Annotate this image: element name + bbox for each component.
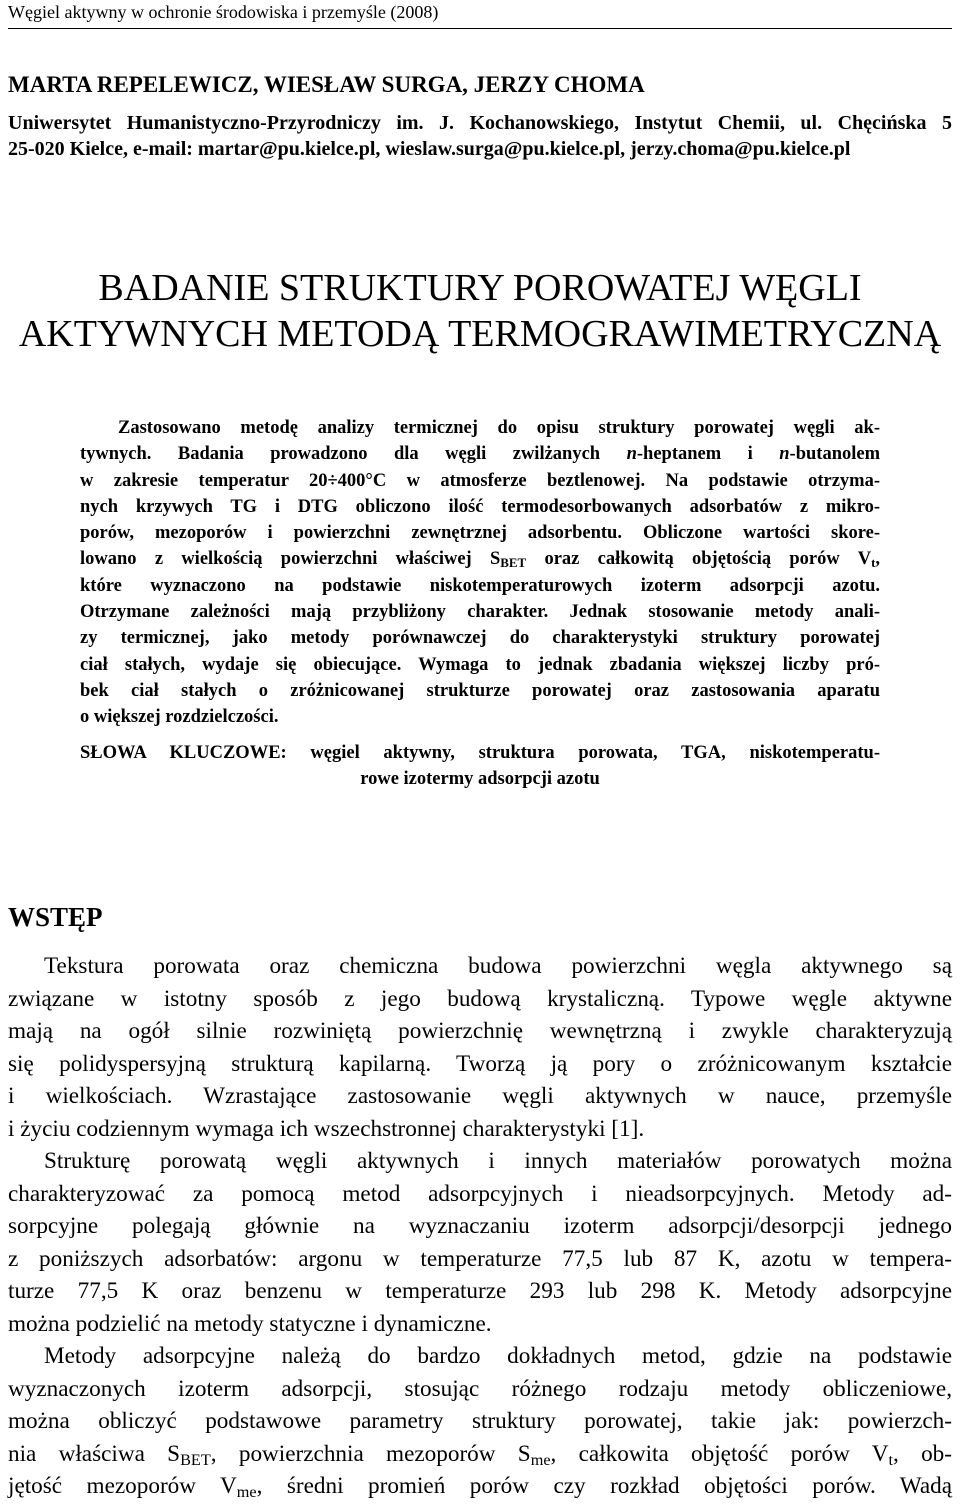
abstract-line: zy termicznej, jako metody porównawczej do charakterystyki struktury porowatej [80,628,880,649]
keywords [80,740,880,793]
paragraph-line: charakteryzować za pomocą metod adsorpcyjnych i nieadsorpcyjnych. Metody ad- [8,1180,952,1207]
abstract-line: które wyznaczono na podstawie niskotemperaturowych izoterm adsorpcji azotu. [80,575,880,596]
running-header: Węgiel aktywny w ochronie środowiska i przemyśle (2008) [8,2,439,22]
paragraph-line: z poniższych adsorbatów: argonu w temperaturze 77,5 lub 87 K, azotu w tempera- [8,1245,952,1272]
paragraph-line: i wielkościach. Wzrastające zastosowanie węgli aktywnych w nauce, przemyśle [8,1083,952,1109]
paragraph-line: Strukturę porowatą węgli aktywnych i innych materiałów porowatych można [44,1148,952,1174]
paragraph-line: Tekstura porowata oraz chemiczna budowa powierzchni węgla aktywnego są [44,953,952,979]
paragraph-line: sorpcyjne polegają głównie na wyznaczaniu izoterm adsorpcji/desorpcji jednego [8,1213,952,1239]
paragraph-line: jętość mezoporów $V_{me}$, średni promień porów czy rozkład objętości porów. Wadą [8,1473,953,1502]
paragraph-line: wyznaczonych izoterm adsorpcji, stosując różnego rodzaju metody obliczeniowe, [8,1375,952,1402]
abstract-line: nych krzywych TG i DTG obliczono ilość termodesorbowanych adsorbatów z mikro- [80,496,880,517]
paragraph-line: można obliczyć podstawowe parametry struktury porowatej, takie jak: powierzch- [8,1408,952,1434]
paragraph-line: się polidyspersyjną strukturą kapilarną. Tworzą ją pory o zróżnicowanym kształcie [8,1050,952,1077]
paragraph-line: turze 77,5 K oraz benzenu w temperaturze 293 lub 298 K. Metody adsorpcyjne [8,1278,952,1304]
paragraph-line: nia właściwa $S_{BET}$, powierzchnia mezoporów $S_{me}$, całkowita objętość porów $V_t$, ob- [8,1440,952,1469]
abstract-line: Otrzymane zależności mają przybliżony charakter. Jednak stosowanie metody anali- [80,602,880,623]
abstract-line: ciał stałych, wydaje się obiecujące. Wymaga to jednak zbadania większej liczby pró- [80,654,880,675]
title-line-2: AKTYWNYCH METODĄ TERMOGRAWIMETRYCZNĄ [18,313,942,355]
affiliation-line-1: Uniwersytet Humanistyczno-Przyrodniczy im. J. Kochanowskiego, Instytut Chemii, ul. Chęcińska 5 [8,112,952,134]
abstract-line: bek ciał stałych o zróżnicowanej strukturze porowatej oraz zastosowania aparatu [80,680,880,701]
abstract [80,415,880,731]
abstract-line: lowano z wielkością powierzchni właściwej $S_{BET}$ oraz całkowitą objętością porów $V_t$, [80,549,880,571]
abstract-line: w zakresie temperatur 20÷400°C w atmosferze beztlenowej. Na podstawie otrzyma- [80,470,880,491]
keywords-line-2: rowe izotermy adsorpcji azotu [360,769,600,790]
paragraph-line: i życiu codziennym wymaga ich wszechstronnej charakterystyki [1]. [8,1115,645,1142]
affiliation [8,110,952,162]
paragraph-line: można podzielić na metody statyczne i dynamiczne. [8,1310,492,1337]
keywords-line-1: SŁOWA KLUCZOWE: węgiel aktywny, struktura porowata, TGA, niskotemperatu- [80,743,880,763]
paragraph-line: związane w istotny sposób z jego budową krystaliczną. Typowe węgle aktywne [8,985,952,1012]
paragraph-line: mają na ogół silnie rozwiniętą powierzchnię wewnętrzną i zwykle charakteryzują [8,1018,952,1044]
authors: MARTA REPELEWICZ, WIESŁAW SURGA, JERZY CHOMA [8,72,645,97]
abstract-line: Zastosowano metodę analizy termicznej do opisu struktury porowatej węgli ak- [118,418,880,438]
affiliation-line-2: 25-020 Kielce, e-mail: martar@pu.kielce.pl, wieslaw.surga@pu.kielce.pl, jerzy.choma@pu.kielce.pl [8,138,851,160]
section-heading: WSTĘP [8,902,103,932]
paper-title [0,265,960,357]
header-rule [8,28,952,29]
abstract-line: porów, mezoporów i powierzchni zewnętrznej adsorbentu. Obliczone wartości skore- [80,523,880,544]
title-line-1: BADANIE STRUKTURY POROWATEJ WĘGLI [98,267,862,309]
body-text [8,950,952,1503]
paragraph-line: Metody adsorpcyjne należą do bardzo dokładnych metod, gdzie na podstawie [44,1343,952,1369]
abstract-line: tywnych. Badania prowadzono dla węgli zwilżanych n-heptanem i n-butanolem [80,444,880,465]
abstract-line: o większej rozdzielczości. [80,707,279,728]
